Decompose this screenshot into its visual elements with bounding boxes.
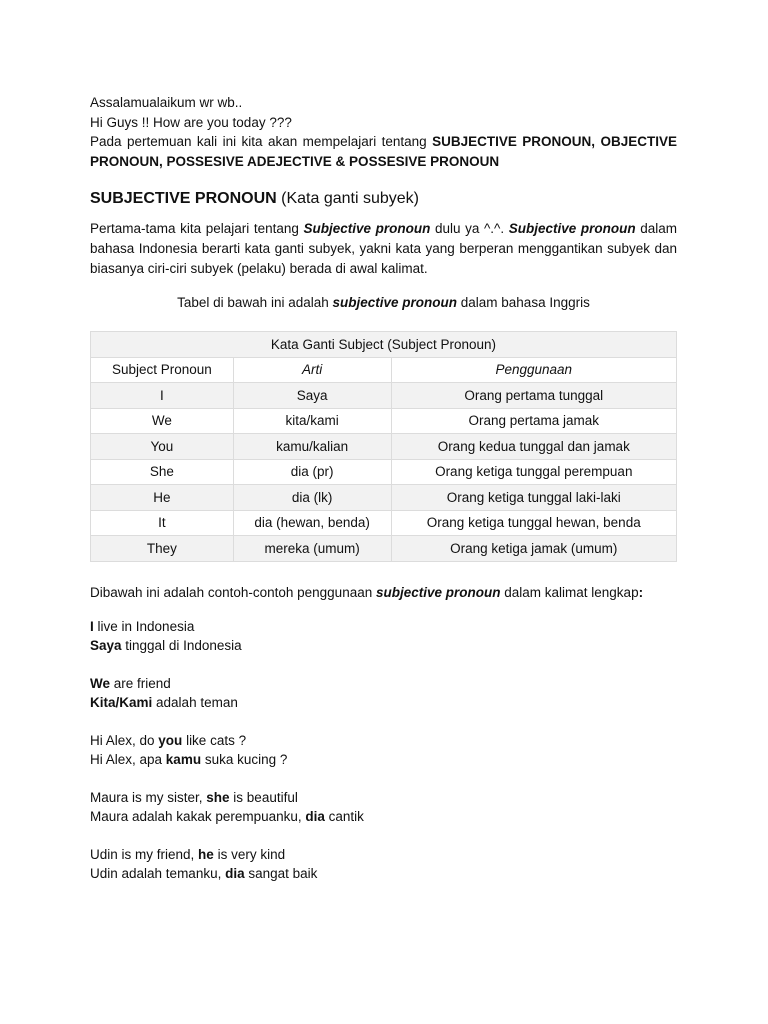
- example-text: Maura is my sister,: [90, 790, 207, 805]
- example-pronoun: he: [198, 847, 214, 862]
- examples-intro-term: subjective pronoun: [375, 585, 501, 600]
- heading-rest: (Kata ganti subyek): [276, 190, 419, 207]
- topic-line: [90, 132, 677, 171]
- example-pair: [90, 731, 364, 769]
- table-row: [91, 510, 677, 536]
- example-indonesian: [90, 750, 364, 769]
- intro-block: [90, 93, 677, 171]
- example-text: sangat baik: [244, 866, 318, 881]
- example-english: [90, 731, 364, 750]
- pronoun-cell: I: [91, 383, 234, 409]
- examples-intro-colon: :: [638, 585, 644, 600]
- pronoun-cell: We: [91, 408, 234, 434]
- example-text: Udin is my friend,: [90, 847, 199, 862]
- penggunaan-cell: Orang ketiga tunggal hewan, benda: [391, 510, 676, 536]
- arti-cell: kita/kami: [233, 408, 391, 434]
- pronoun-table: [90, 331, 677, 562]
- arti-cell: dia (pr): [233, 459, 391, 485]
- penggunaan-cell: Orang pertama tunggal: [391, 383, 676, 409]
- example-text: Maura adalah kakak perempuanku,: [90, 809, 306, 824]
- pronoun-cell: It: [91, 510, 234, 536]
- section-paragraph: [90, 219, 677, 279]
- pronoun-cell: You: [91, 434, 234, 460]
- topic-bold: SUBJECTIVE PRONOUN, OBJECTIVE PRONOUN, POSSESIVE ADEJECTIVE & POSSESIVE PRONOUN: [90, 134, 678, 169]
- example-text: like cats ?: [182, 733, 247, 748]
- example-text: adalah teman: [152, 695, 238, 710]
- example-pronoun: dia: [305, 809, 325, 824]
- example-english: [90, 617, 364, 636]
- para-term-2: Subjective pronoun: [508, 221, 636, 236]
- example-pronoun: she: [206, 790, 230, 805]
- pronoun-cell: They: [91, 536, 234, 562]
- example-text: cantik: [324, 809, 364, 824]
- penggunaan-cell: Orang ketiga tunggal perempuan: [391, 459, 676, 485]
- pronoun-cell: He: [91, 485, 234, 511]
- para-c: dalam bahasa Indonesia berarti kata ganti subyek, yakni kata yang berperan menggantikan subyek dan biasanya ciri-ciri subyek (pelaku) berada di awal kalimat.: [90, 221, 677, 276]
- table-caption: [90, 293, 677, 313]
- para-a: Pertama-tama kita pelajari tentang: [90, 221, 304, 236]
- table-row: [91, 383, 677, 409]
- section-heading: [90, 188, 419, 210]
- arti-cell: kamu/kalian: [233, 434, 391, 460]
- penggunaan-cell: Orang ketiga tunggal laki-laki: [391, 485, 676, 511]
- penggunaan-cell: Orang kedua tunggal dan jamak: [391, 434, 676, 460]
- topic-prefix: Pada pertemuan kali ini kita akan mempelajari tentang: [90, 134, 433, 149]
- table-row: [91, 408, 677, 434]
- header-penggunaan: Penggunaan: [391, 357, 676, 383]
- examples-intro: [90, 583, 643, 603]
- example-indonesian: [90, 636, 364, 655]
- example-indonesian: [90, 864, 364, 883]
- pronoun-cell: She: [91, 459, 234, 485]
- arti-cell: dia (lk): [233, 485, 391, 511]
- para-b: dulu ya ^.^.: [430, 221, 509, 236]
- hi-line: Hi Guys !! How are you today ???: [90, 114, 292, 130]
- example-text: is very kind: [213, 847, 286, 862]
- example-english: [90, 788, 364, 807]
- example-pair: [90, 674, 364, 712]
- example-pair: [90, 617, 364, 655]
- example-text: tinggal di Indonesia: [121, 638, 242, 653]
- arti-cell: mereka (umum): [233, 536, 391, 562]
- example-pronoun: kamu: [165, 752, 202, 767]
- example-text: are friend: [110, 676, 171, 691]
- examples-intro-b: dalam kalimat lengkap: [500, 585, 639, 600]
- examples-intro-a: Dibawah ini adalah contoh-contoh penggunaan: [90, 585, 376, 600]
- table-row: [91, 536, 677, 562]
- greeting-line: Assalamualaikum wr wb..: [90, 95, 243, 110]
- example-text: live in Indonesia: [93, 619, 195, 634]
- example-text: is beautiful: [229, 790, 298, 805]
- example-pronoun: We: [90, 676, 111, 691]
- caption-term: subjective pronoun: [332, 295, 458, 310]
- table-row: [91, 459, 677, 485]
- arti-cell: Saya: [233, 383, 391, 409]
- example-indonesian: [90, 807, 364, 826]
- example-indonesian: [90, 693, 364, 712]
- header-arti: Arti: [233, 357, 391, 383]
- example-english: [90, 674, 364, 693]
- table-title-row: [91, 332, 677, 358]
- example-text: Udin adalah temanku,: [90, 866, 226, 881]
- penggunaan-cell: Orang pertama jamak: [391, 408, 676, 434]
- example-pair: [90, 788, 364, 826]
- caption-a: Tabel di bawah ini adalah: [177, 295, 333, 310]
- table-header-row: [91, 357, 677, 383]
- example-text: suka kucing ?: [201, 752, 288, 767]
- example-english: [90, 845, 364, 864]
- header-subject-pronoun: Subject Pronoun: [91, 357, 234, 383]
- penggunaan-cell: Orang ketiga jamak (umum): [391, 536, 676, 562]
- example-pronoun: Saya: [90, 638, 122, 653]
- example-pronoun: Kita/Kami: [90, 695, 153, 710]
- example-pronoun: I: [90, 619, 94, 634]
- example-text: Hi Alex, apa: [90, 752, 166, 767]
- example-text: Hi Alex, do: [90, 733, 159, 748]
- heading-bold: SUBJECTIVE PRONOUN: [90, 190, 277, 207]
- examples-list: [90, 617, 364, 902]
- para-term-1: Subjective pronoun: [303, 221, 431, 236]
- table-row: [91, 485, 677, 511]
- arti-cell: dia (hewan, benda): [233, 510, 391, 536]
- table-row: [91, 434, 677, 460]
- caption-b: dalam bahasa Inggris: [457, 295, 590, 310]
- example-pronoun: you: [158, 733, 183, 748]
- example-pronoun: dia: [225, 866, 245, 881]
- example-pair: [90, 845, 364, 883]
- table-title: Kata Ganti Subject (Subject Pronoun): [91, 332, 677, 358]
